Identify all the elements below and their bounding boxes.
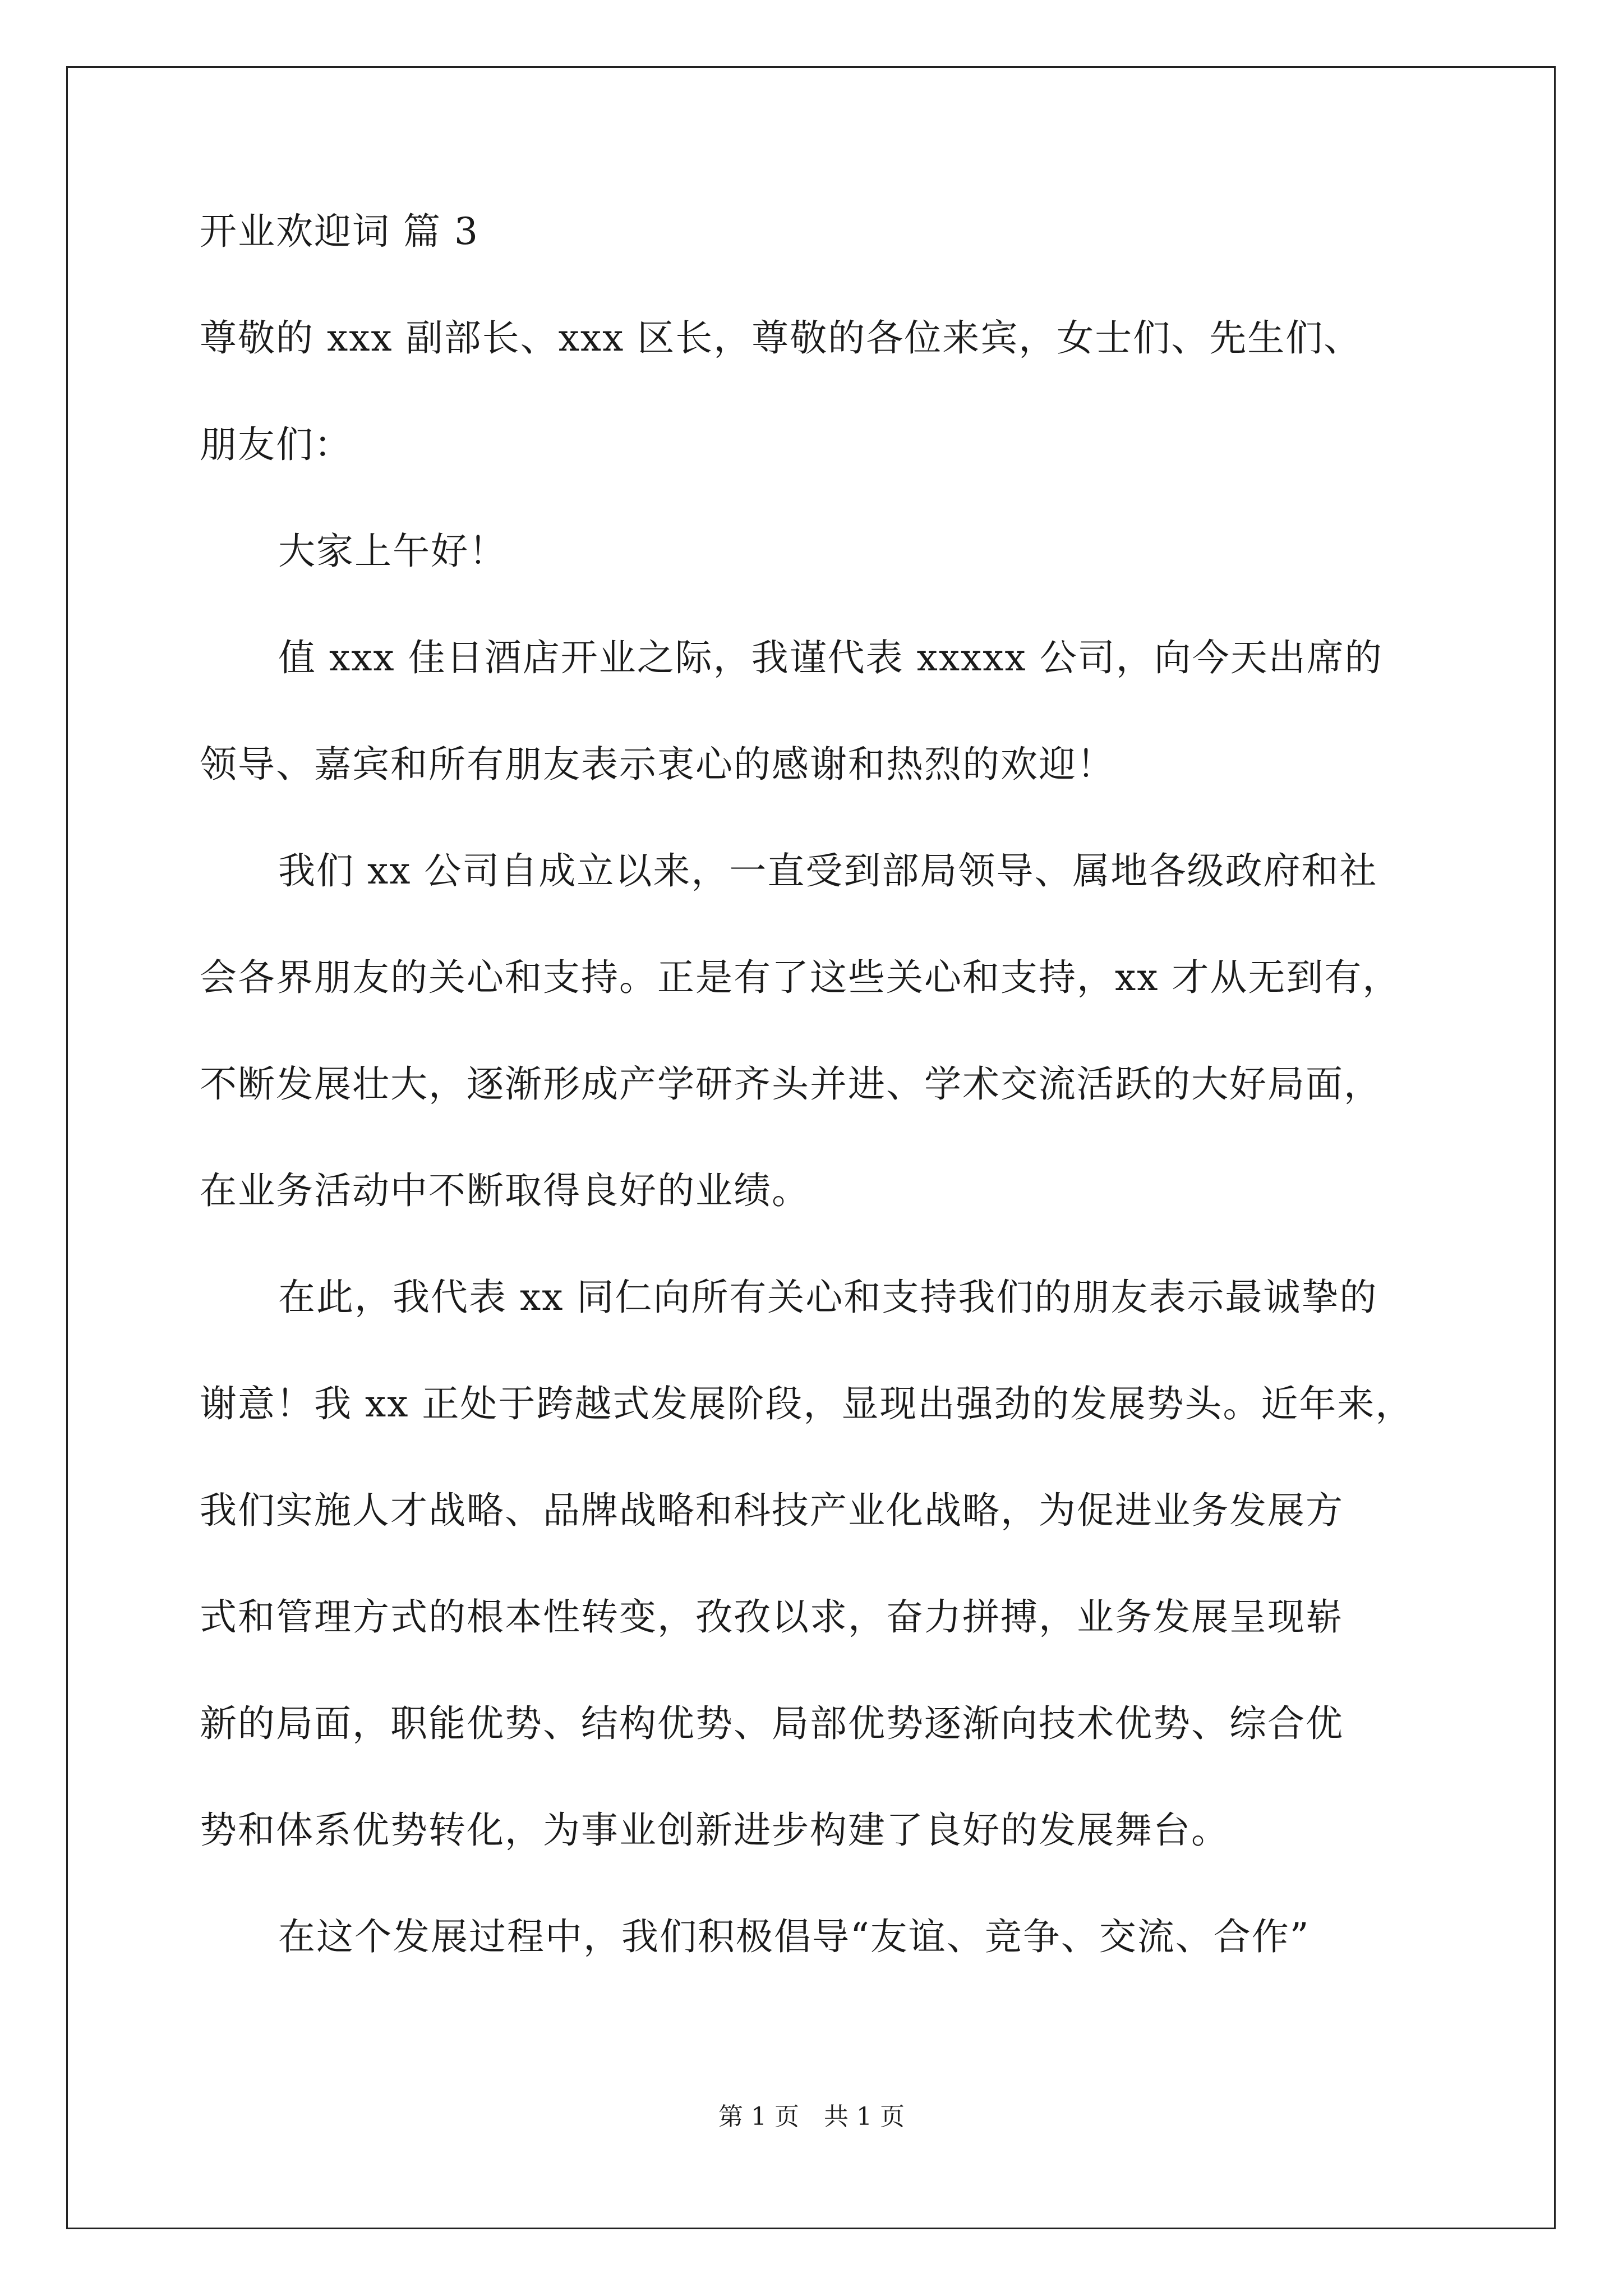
page-footer: 第 1 页 共 1 页 xyxy=(718,2102,905,2131)
document-title: 开业欢迎词 篇 3 xyxy=(200,210,479,253)
text-line: 新的局面，职能优势、结构优势、局部优势逐渐向技术优势、综合优 xyxy=(200,1702,1344,1745)
text-line: 式和管理方式的根本性转变，孜孜以求，奋力拼搏，业务发展呈现崭 xyxy=(200,1595,1344,1639)
text-line: 会各界朋友的关心和支持。正是有了这些关心和支持，xx 才从无到有， xyxy=(200,956,1401,999)
page-border xyxy=(66,66,1556,2229)
text-line: 谢意！我 xx 正处于跨越式发展阶段，显现出强劲的发展势头。近年来， xyxy=(200,1382,1414,1425)
text-line: 尊敬的 xxx 副部长、xxx 区长，尊敬的各位来宾，女士们、先生们、 xyxy=(200,316,1362,360)
text-line: 大家上午好！ xyxy=(278,530,507,573)
text-line: 在此，我代表 xx 同仁向所有关心和支持我们的朋友表示最诚挚的 xyxy=(278,1276,1378,1319)
text-line: 势和体系优势转化，为事业创新进步构建了良好的发展舞台。 xyxy=(200,1809,1229,1852)
text-line: 我们实施人才战略、品牌战略和科技产业化战略，为促进业务发展方 xyxy=(200,1489,1344,1532)
text-line: 领导、嘉宾和所有朋友表示衷心的感谢和热烈的欢迎！ xyxy=(200,743,1115,786)
text-line: 在这个发展过程中，我们积极倡导“友谊、竞争、交流、合作” xyxy=(278,1915,1310,1958)
text-line: 在业务活动中不断取得良好的业绩。 xyxy=(200,1169,810,1212)
text-line: 不断发展壮大，逐渐形成产学研齐头并进、学术交流活跃的大好局面， xyxy=(200,1062,1382,1106)
text-line: 朋友们： xyxy=(200,423,352,466)
text-line: 我们 xx 公司自成立以来，一直受到部局领导、属地各级政府和社 xyxy=(278,849,1378,892)
text-line: 值 xxx 佳日酒店开业之际，我谨代表 xxxxx 公司，向今天出席的 xyxy=(278,636,1383,679)
